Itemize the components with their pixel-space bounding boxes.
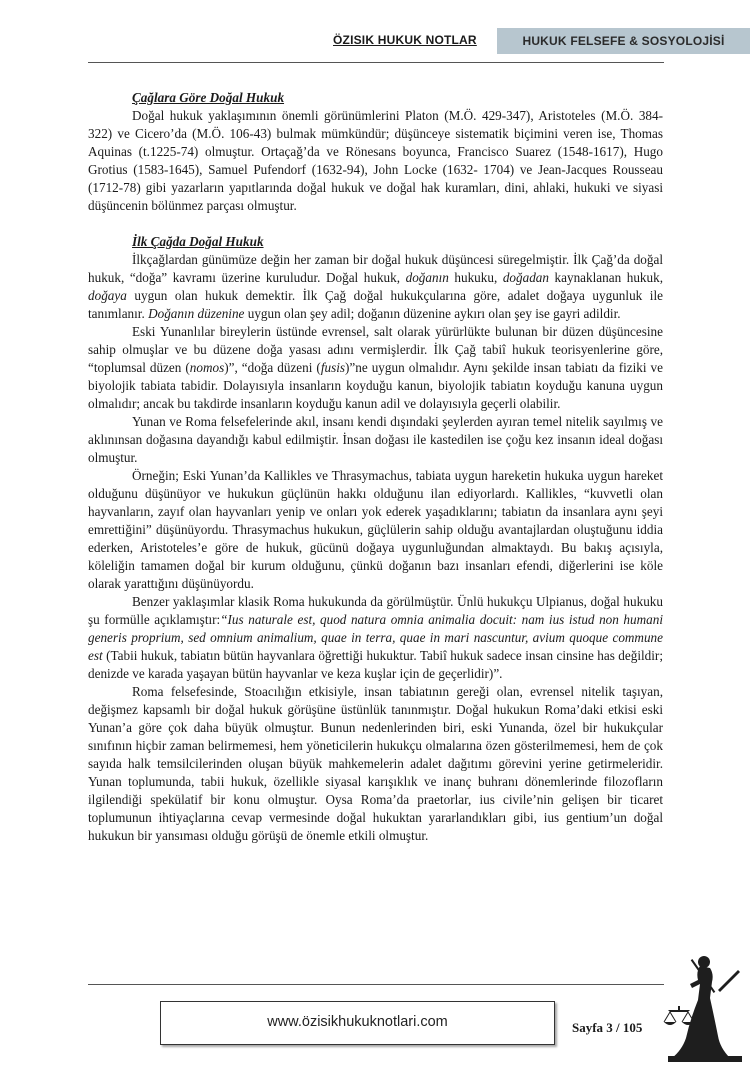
body-paragraph [88,251,663,323]
document-body [88,89,663,845]
text-run: Doğal hukuk yaklaşımının önemli görünümlerini Platon (M.Ö. 429-347), Aristoteles (M.Ö. 384-322) ve Cicero’da (M.Ö. 106-43) bulmak mümkündür; düşünceye sistematik biçimini veren ise, Thomas Aquinas (t.1225-74) olmuştur. Ortaçağ’da ve Rönesans boyunca, Francisco Suarez (1548-1617), Hugo Grotius (1583-1645), Samuel Pufendorf (1632-94), John Locke (1632- 1704) ve Jean-Jacques Rousseau (1712-78) gibi yazarların yapıtlarında doğal hukuk ve doğal hak kuramları, dini, ahlaki, hukuki ve siyasi düşüncenin bölünmez parçası olmuştur. [88,108,663,213]
body-paragraph [88,323,663,413]
text-run: )”, “doğa düzeni ( [224,360,321,375]
italic-text-run: fusis [320,360,346,375]
italic-text-run: “Ius naturale est, quod natura omnia animalia docuit: nam ius istud non humani generis proprium, sed omnium animalium, quae in terra, quae in mari nascuntur, avium quoque commune est [88,612,663,663]
section-heading: İlk Çağda Doğal Hukuk [132,234,264,249]
body-paragraph [88,467,663,593]
lady-justice-icon [660,950,750,1062]
header-rule [88,62,664,63]
text-run: Örneğin; Eski Yunan’da Kallikles ve Thrasymachus, tabiata uygun hareketin hukuka uygun hareket olduğunu düşünüyor ve hukukun güçlünün hakkı olduğunu ilan ediyorlardı. Kallikles, “kuvvetli olan hayvanların, zayıf olan hayvanları yenip ve onları yok ederek yaşadıklarını; tabiatın da insanlara aynı şeyi emrettiğini” düşünüyordu. Thrasymachus hukukun, güçlülerin sahip olduğu avantajlardan oluştuğunu iddia ederken, Aristoteles’e göre de hukuk, gücünü doğaya uygunluğundan almaktaydı. Bu bakış açısıyla, köleliğin tamamen doğal bir kurum olduğunu, çünkü doğanın bazı insanları efendi, diğerlerini ise köle olarak yarattığını düşünüyordu. [88,468,663,591]
text-run: hukuku, [448,270,503,285]
text-run: kaynaklanan hukuk, [548,270,664,285]
italic-text-run: Doğanın düzenine [148,306,245,321]
header-left-title: ÖZISIK HUKUK NOTLAR [333,33,477,47]
text-run: uygun olan hukuk demektir. İlk Çağ doğal hukukçularına göre, adalet doğaya uygunluk ile tanımlanır. [88,288,663,321]
text-run: Roma felsefesinde, Stoacılığın etkisiyle, insan tabiatının gereği olan, evrensel nitelik taşıyan, değişmez kapsamlı bir doğal hukuk görüşüne üstünlük tanınmıştır. Doğal hukukun Roma’daki etkisi eski Yunan’a göre çok daha büyük olmuştur. Bunun nedenlerinden biri, eski Yunanda, özel bir hukukçular sınıfının hiçbir zaman belirmemesi, hem yöneticilerin hukukçu olmalarına özen gösterilmemesi, hem de çok sayıda halk temsilcilerinden oluşan büyük mahkemelerin adalet dağıtımı görevini yerine getirmeleridir. Yunan toplumunda, tabii hukuk, özellikle siyasal karışıklık ve inanç buhranı dönemlerinde filozofların ilgilendiği spekülatif bir konu olmuştur. Oysa Roma’da praetorlar, ius civile’nin gelişen bir ticaret toplumunun ihtiyaçlarına cevap vermesinde doğal hukuktan yararlandıkları gibi, ius gentium’un doğal hukukun bir yansıması olduğu görüşü de önemle etkili olmuştur. [88,684,663,843]
text-run: Yunan ve Roma felsefelerinde akıl, insanı kendi dışındaki şeylerden ayıran temel nitelik sayılmış ve aklınınsan doğasına dayandığı kabul edilmiştir. İnsan doğası ile kastedilen ise çoğu kez insanın ideal doğası olmuştur. [88,414,663,465]
italic-text-run: doğadan [502,270,549,285]
footer-rule [88,984,664,985]
text-run: İlkçağlardan günümüze değin her zaman bir doğal hukuk düşüncesi süregelmiştir. İlk Çağ’da doğal hukuk, “doğa” kavramı üzerine kuruludur. Doğal hukuk, [88,252,663,285]
body-paragraph [88,107,663,215]
italic-text-run: doğanın [405,270,449,285]
text-run: Benzer yaklaşımlar klasik Roma hukukunda da görülmüştür. Ünlü hukukçu Ulpianus, doğal hukuku şu formülle açıklamıştır: [88,594,663,627]
header-right-title: HUKUK FELSEFE & SOSYOLOJİSİ [497,28,750,54]
text-run: )”ne uygun olmalıdır. Aynı şekilde insan tabiatı da fiziki ve biyolojik tabiata tabidir. Dolayısıyla insanların koyduğu kanun, biyolojik tabiatın koyduğu kanuna uygun olmalıdır; ancak bu takdirde insanların koyduğu kanun adil ve dolayısıyla geçerli olabilir. [88,360,663,411]
text-run: uygun olan şey adil; doğanın düzenine aykırı olan şey ise gayri adildir. [244,306,621,321]
section-gap [88,215,663,233]
body-paragraph [88,683,663,845]
text-run: (Tabii hukuk, tabiatın bütün hayvanlara öğrettiği hukuktur. Tabiî hukuk sadece insan cinsine has değildir; denizde ve karada yaşayan bütün hayvanlar ve keza kuşlar için de geçerlidir)”. [88,648,663,681]
body-paragraph [88,593,663,683]
italic-text-run: doğaya [88,288,127,303]
section-heading: Çağlara Göre Doğal Hukuk [132,90,285,105]
body-paragraph [88,413,663,467]
footer-website: www.özisikhukuknotlari.com [160,1001,555,1045]
page-number: Sayfa 3 / 105 [572,1020,643,1035]
text-run: Eski Yunanlılar bireylerin üstünde evrensel, salt olarak yürürlükte bulunan bir düzen düşüncesine sahip olmuşlar ve bu düzene doğa yasası adını vermişlerdir. İlk Çağ tabiî hukuk teorisyenlerine göre, “toplumsal düzen ( [88,324,663,375]
italic-text-run: nomos [189,360,225,375]
